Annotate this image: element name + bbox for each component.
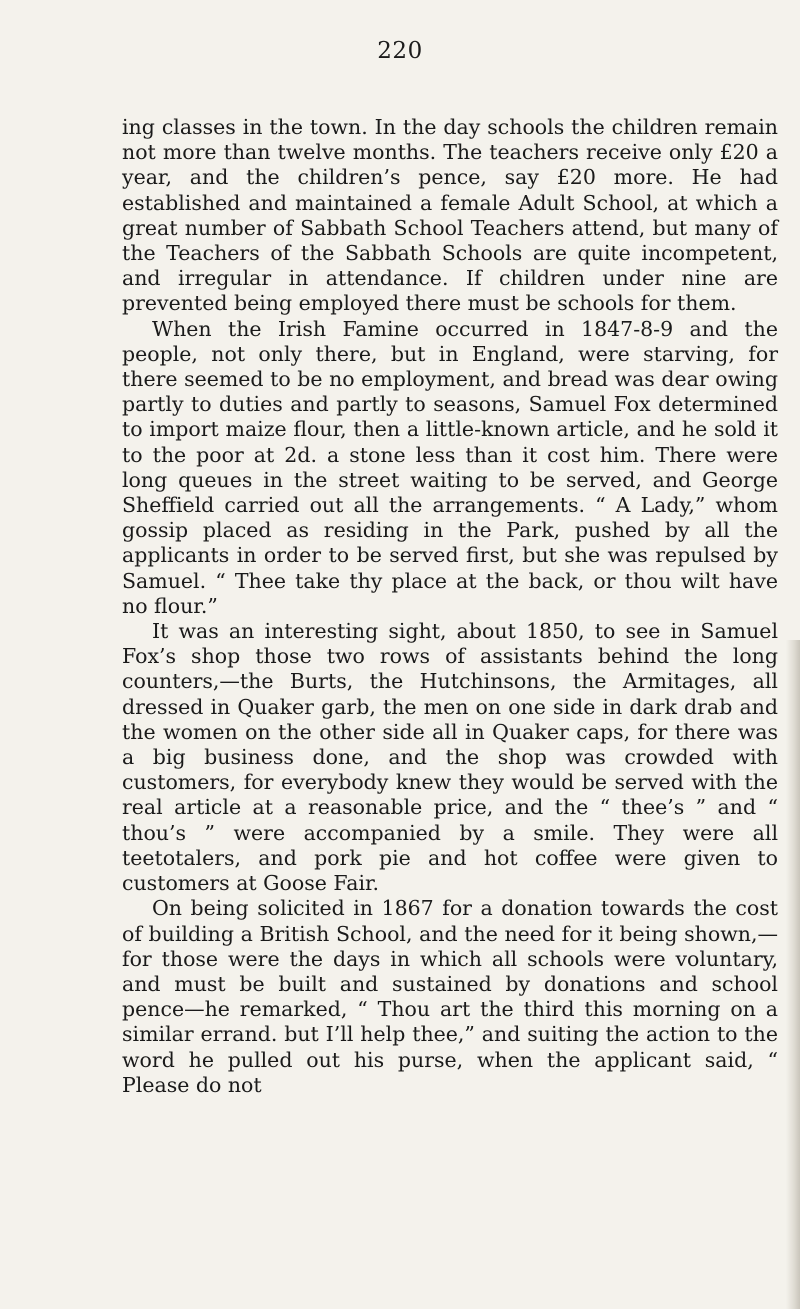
paragraph-shop-scene: It was an interesting sight, about 1850, to see in Samuel Fox’s shop those two rows of assistants behind the long counters,—the Burts, the Hutchinsons, the Armitages, all dressed in Quaker garb, the men on one side in dark drab and the women on the other side all in Quaker caps, for there was a big business done, and the shop was crowded with customers, for everybody knew they would be served with the real article at a reasonable price, and the “ thee’s ” and “ thou’s ” were accompanied by a smile. They were all teetotalers, and pork pie and hot coffee were given to customers at Goose Fair. <box>122 619 778 896</box>
paragraph-british-school: On being solicited in 1867 for a donation towards the cost of building a British School, and the need for it being shown,—for those were the days in which all schools were voluntary, and must be built and sustained by donations and school pence—he remarked, “ Thou art the third this morning on a similar errand. but I’ll help thee,” and suiting the action to the word he pulled out his purse, when the applicant said, “ Please do not <box>122 896 778 1097</box>
page-edge-shadow <box>786 640 800 1309</box>
page-number: 220 <box>377 38 423 64</box>
paragraph-continuation: ing classes in the town. In the day schools the children remain not more than twelve months. The teachers receive only £20 a year, and the children’s pence, say £20 more. He had established and maintained a female Adult School, at which a great number of Sabbath School Teachers attend, but many of the Teachers of the Sabbath Schools are quite incompetent, and irregular in attendance. If children under nine are prevented being employed there must be schools for them. <box>122 115 778 316</box>
body-text <box>122 115 778 1098</box>
paragraph-irish-famine: When the Irish Famine occurred in 1847-8-9 and the people, not only there, but in England, were starving, for there seemed to be no employment, and bread was dear owing partly to duties and partly to seasons, Samuel Fox determined to import maize flour, then a little-known article, and he sold it to the poor at 2d. a stone less than it cost him. There were long queues in the street waiting to be served, and George Sheffield carried out all the arrangements. “ A Lady,” whom gossip placed as residing in the Park, pushed by all the applicants in order to be served first, but she was repulsed by Samuel. “ Thee take thy place at the back, or thou wilt have no flour.” <box>122 316 778 618</box>
